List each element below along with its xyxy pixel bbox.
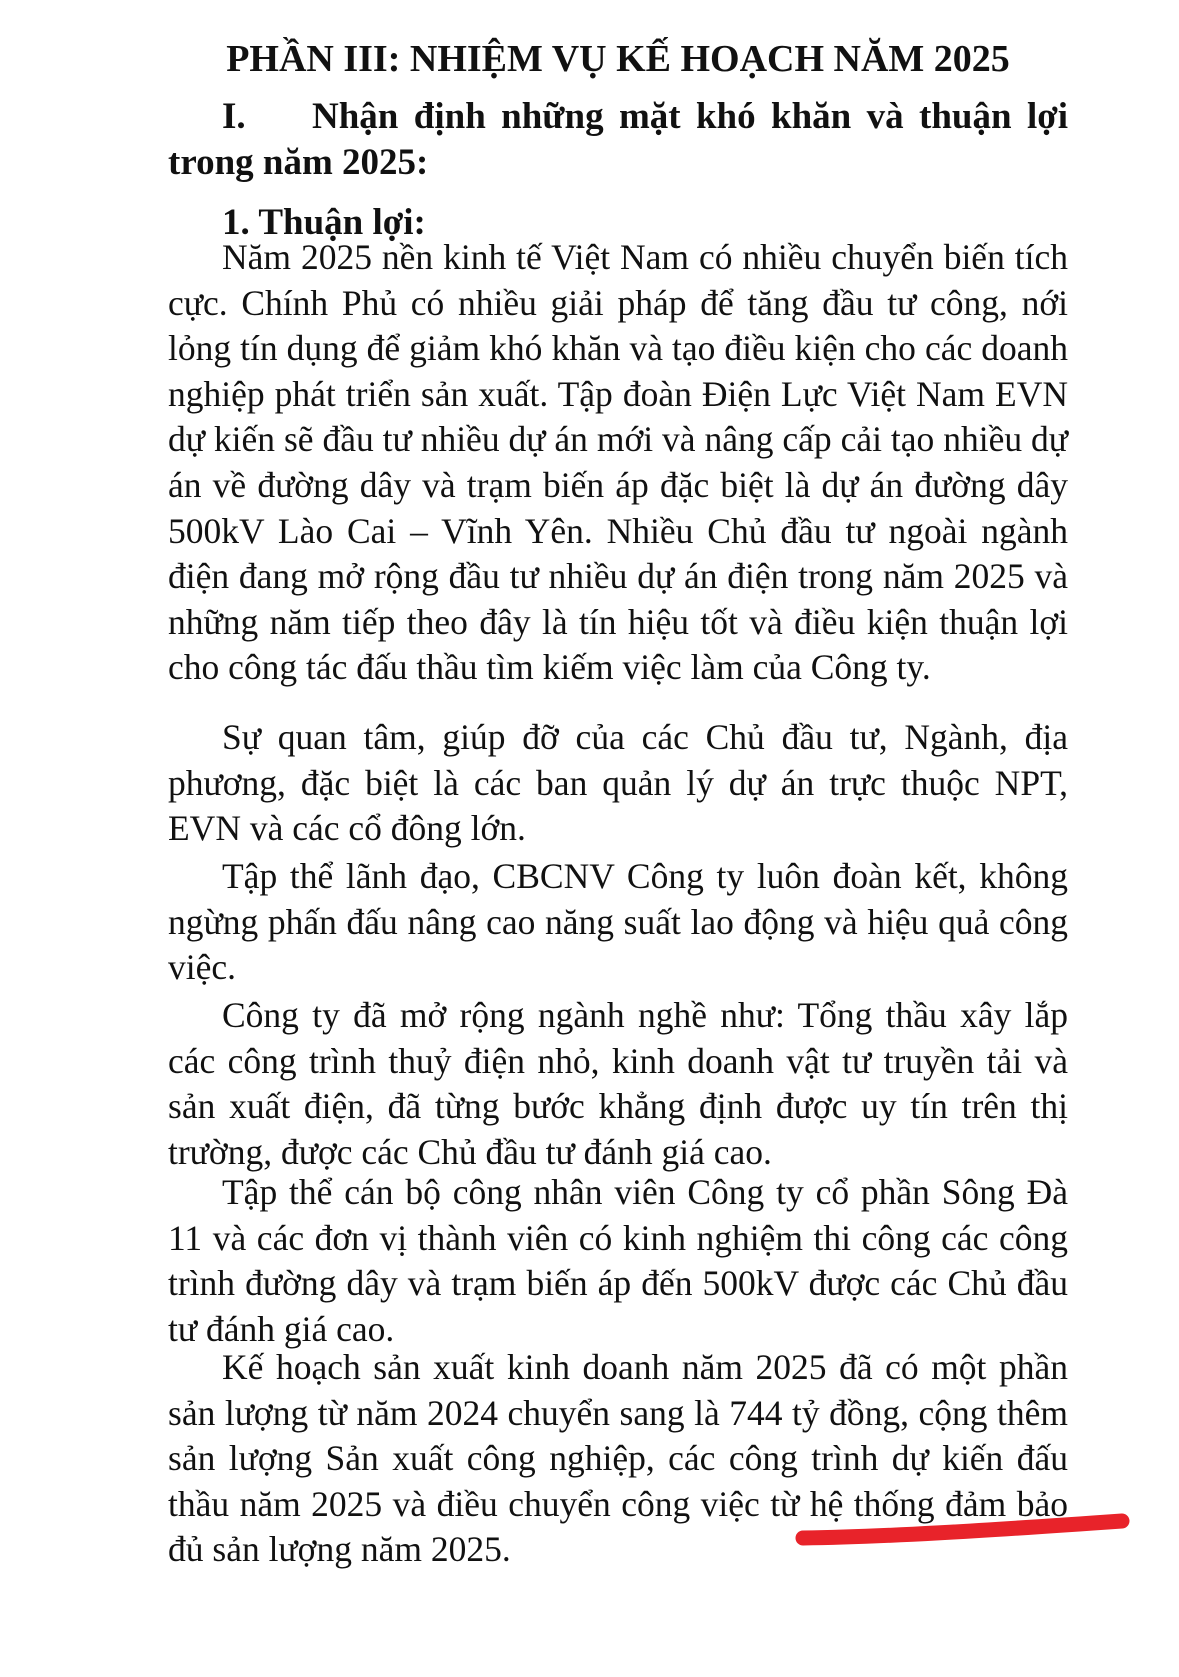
paragraph-5: Tập thể cán bộ công nhân viên Công ty cổ phần Sông Đà 11 và các đơn vị thành viên có kinh nghiệm thi công các công trình đường dây và trạm biến áp đến 500kV được các Chủ đầu tư đánh giá cao. xyxy=(168,1172,1068,1349)
paragraph-6: Kế hoạch sản xuất kinh doanh năm 2025 đã có một phần sản lượng từ năm 2024 chuyển sang là 744 tỷ đồng, cộng thêm sản lượng Sản xuất công nghiệp, các công trình dự kiến đấu thầu năm 2025 và điều chuyển công việc từ hệ thống đảm bảo đủ sản lượng năm 2025. xyxy=(168,1347,1068,1570)
paragraph-2: Sự quan tâm, giúp đỡ của các Chủ đầu tư, Ngành, địa phương, đặc biệt là các ban quản lý dự án trực thuộc NPT, EVN và các cổ đông lớn. xyxy=(168,717,1068,849)
paragraph-4: Công ty đã mở rộng ngành nghề như: Tổng thầu xây lắp các công trình thuỷ điện nhỏ, kinh doanh vật tư truyền tải và sản xuất điện, đã từng bước khẳng định được uy tín trên thị trường, được các Chủ đầu tư đánh giá cao. xyxy=(168,995,1068,1172)
paragraph-3: Tập thể lãnh đạo, CBCNV Công ty luôn đoàn kết, không ngừng phấn đấu nâng cao năng suất lao động và hiệu quả công việc. xyxy=(168,856,1068,988)
section-heading-line2: trong năm 2025: xyxy=(168,142,429,183)
page-title: PHẦN III: NHIỆM VỤ KẾ HOẠCH NĂM 2025 xyxy=(226,38,1010,80)
section-number: I. xyxy=(222,96,246,137)
paragraph-1: Năm 2025 nền kinh tế Việt Nam có nhiều chuyển biến tích cực. Chính Phủ có nhiều giải pháp để tăng đầu tư công, nới lỏng tín dụng để giảm khó khăn và tạo điều kiện cho các doanh nghiệp phát triển sản xuất. Tập đoàn Điện Lực Việt Nam EVN dự kiến sẽ đầu tư nhiều dự án mới và nâng cấp cải tạo nhiều dự án về đường dây và trạm biến áp đặc biệt là dự án đường dây 500kV Lào Cai – Vĩnh Yên. Nhiều Chủ đầu tư ngoài ngành điện đang mở rộng đầu tư nhiều dự án điện trong năm 2025 và những năm tiếp theo đây là tín hiệu tốt và điều kiện thuận lợi cho công tác đấu thầu tìm kiếm việc làm của Công ty. xyxy=(168,237,1068,688)
subsection-title: 1. Thuận lợi: xyxy=(222,202,426,243)
section-heading-line1: Nhận định những mặt khó khăn và thuận lợi xyxy=(312,96,1068,137)
section-heading xyxy=(168,94,1068,186)
